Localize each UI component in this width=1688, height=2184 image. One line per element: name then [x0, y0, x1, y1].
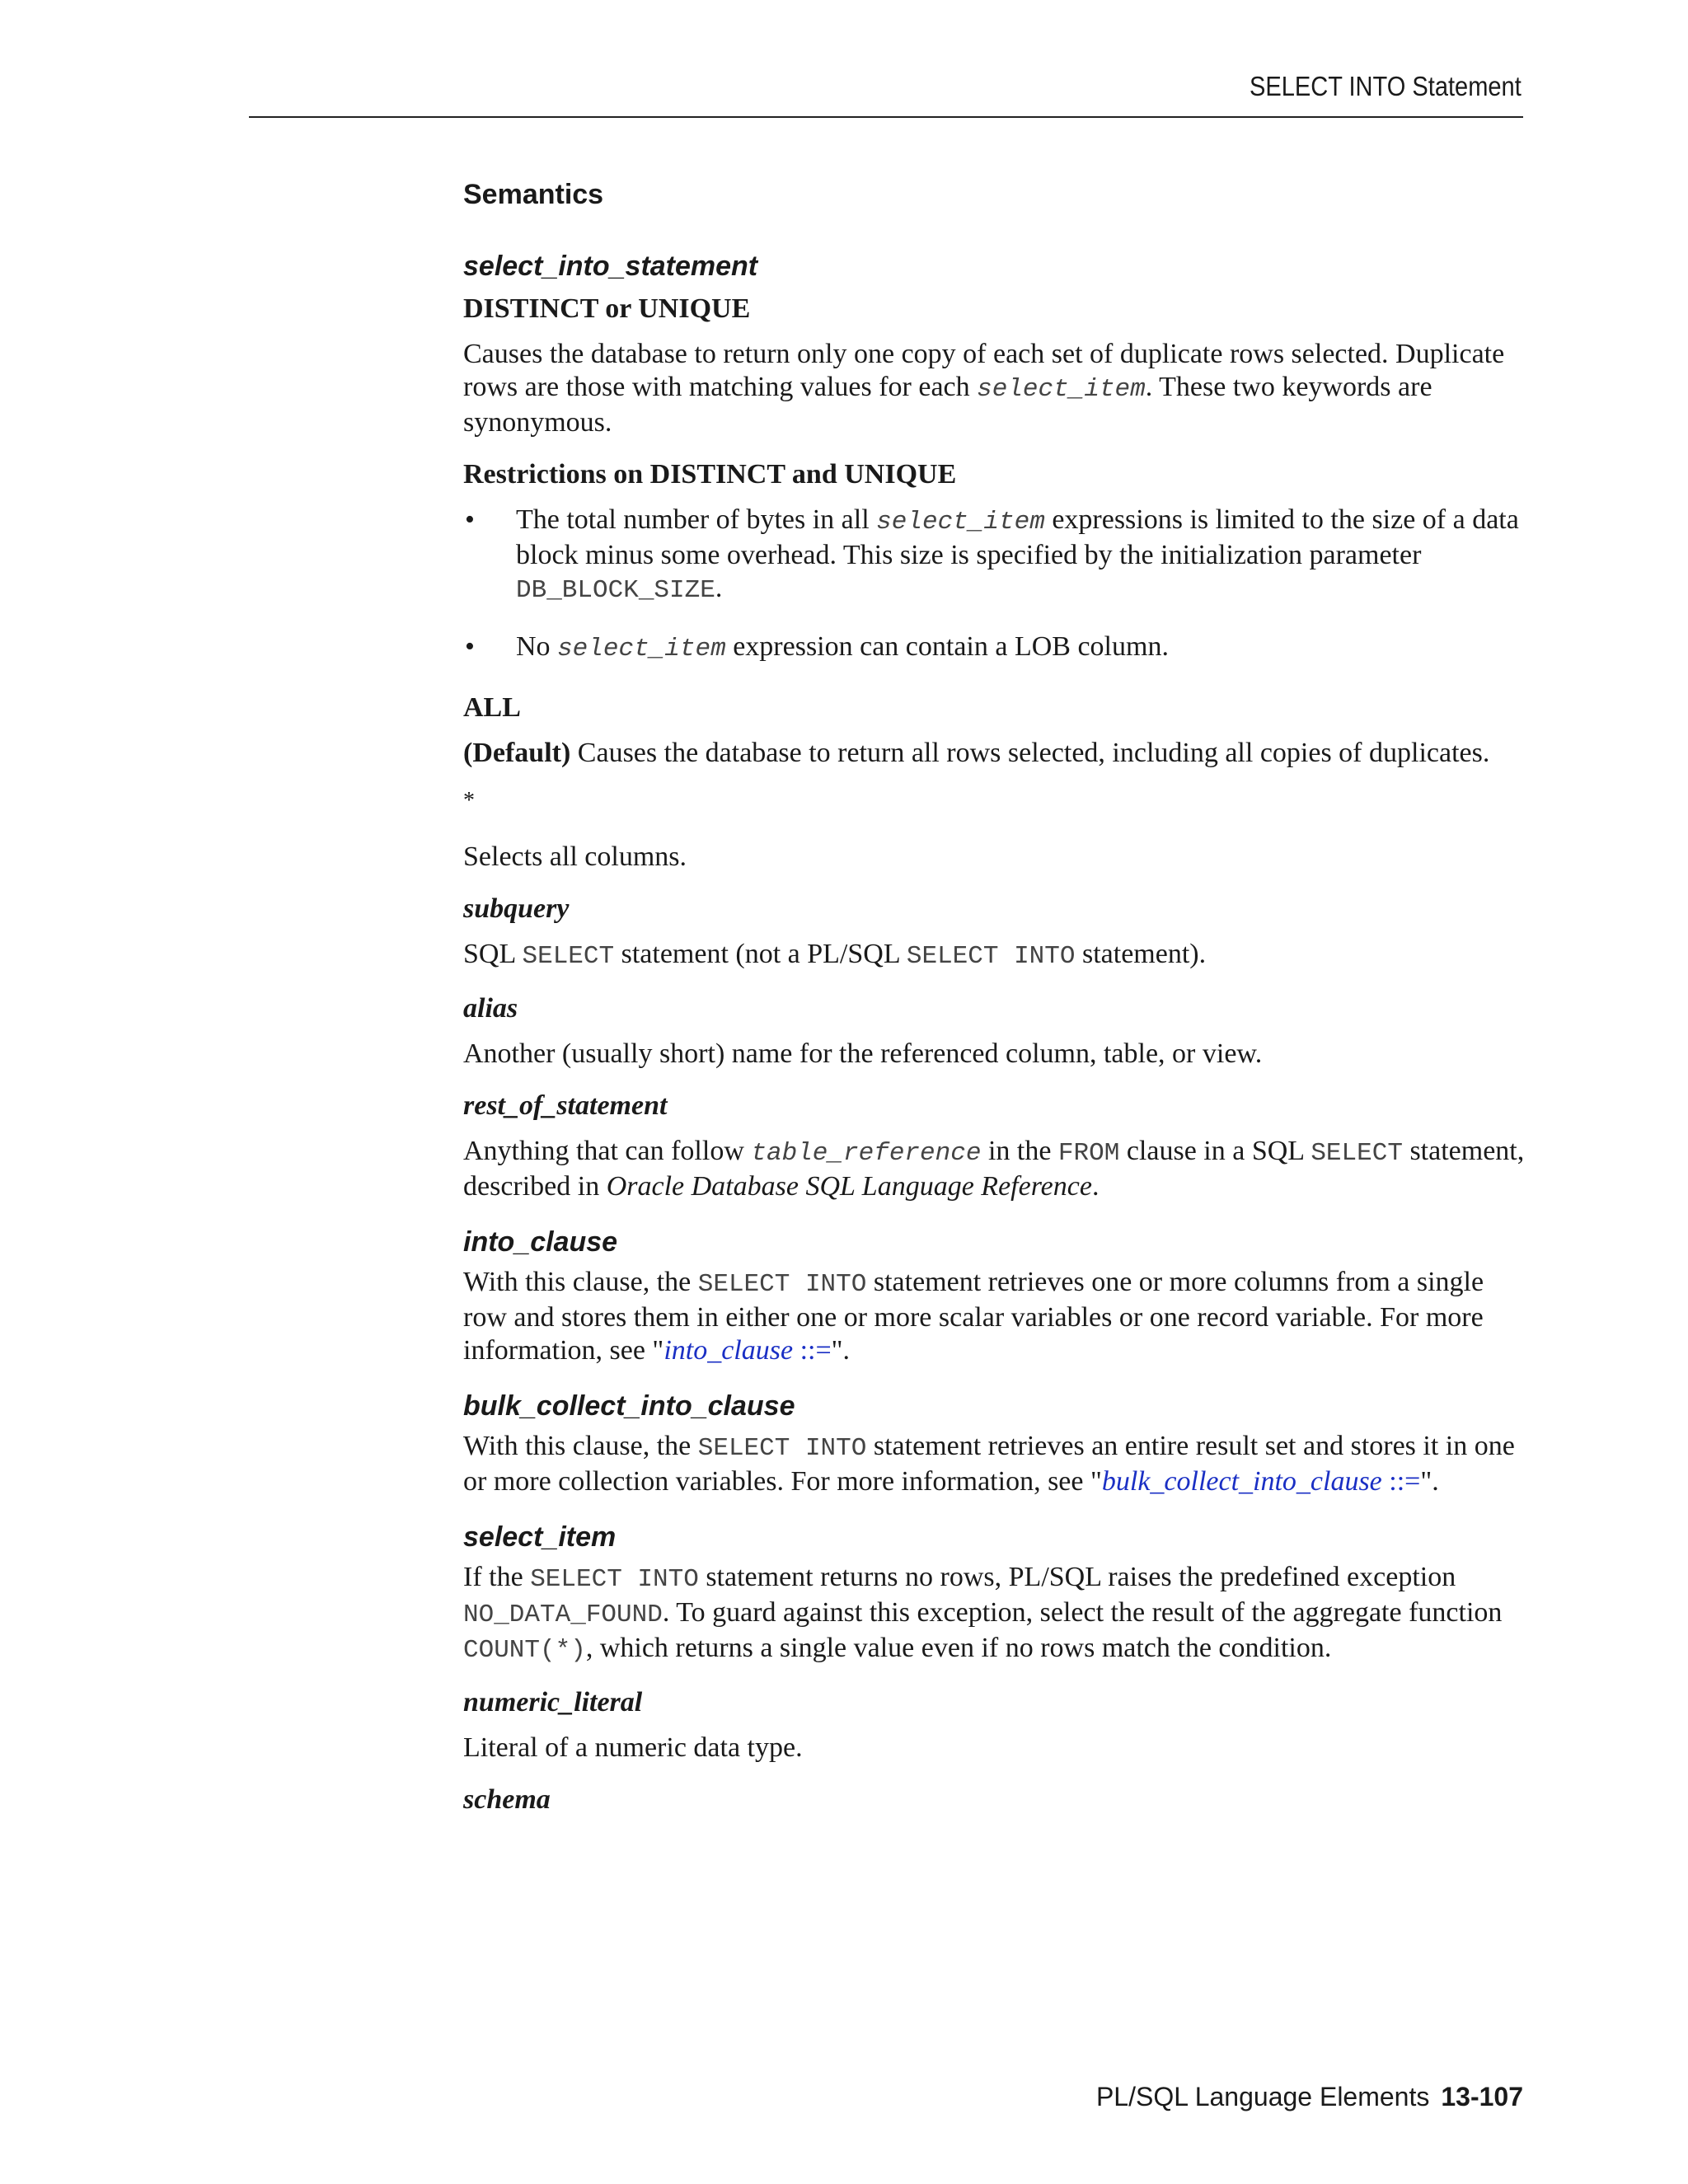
subheading-bulk-collect-into-clause: bulk_collect_into_clause [463, 1390, 795, 1422]
section-heading-semantics: Semantics [463, 179, 604, 210]
paragraph-subquery: SQL SELECT statement (not a PL/SQL SELECT INTO statement). [463, 939, 1207, 971]
code-select-item: select_item [557, 635, 726, 663]
paragraph-numeric-literal: Literal of a numeric data type. [463, 1732, 803, 1763]
bullet-icon: • [465, 504, 475, 535]
code-select-into: SELECT INTO [697, 1270, 867, 1299]
code-select: SELECT [522, 942, 615, 971]
paragraph-into-clause: With this clause, the SELECT INTO statement retrieves one or more columns from a single row and stores them in either one or more scalar variables or one record variable. For more information, see "into_clause ::=". [463, 1267, 1484, 1366]
page-number: 13-107 [1441, 2082, 1523, 2111]
paragraph-select-item: If the SELECT INTO statement returns no rows, PL/SQL raises the predefined exception NO_DATA_FOUND. To guard against this exception, select the result of the aggregate function COUNT(*), which returns a single value even if no rows match the condition. [463, 1562, 1503, 1665]
footer-title: PL/SQL Language Elements [1095, 2082, 1430, 2111]
term-distinct-unique: DISTINCT or UNIQUE [463, 293, 751, 324]
code-select: SELECT [1311, 1139, 1403, 1168]
subheading-select-into-statement: select_into_statement [463, 251, 758, 282]
paragraph-distinct: Causes the database to return only one copy of each set of duplicate rows selected. Duplicate rows are those with matching values for each select_item. These two keywords are synonymous. [463, 339, 1505, 438]
restrictions-list [463, 504, 1526, 666]
code-select-into: SELECT INTO [906, 942, 1076, 971]
code-from: FROM [1057, 1139, 1120, 1168]
term-star: * [463, 788, 475, 813]
into-clause-link[interactable]: into_clause ::= [663, 1335, 832, 1366]
code-db-block-size: DB_BLOCK_SIZE [516, 576, 715, 605]
code-select-item: select_item [876, 508, 1045, 537]
page-footer [1096, 2082, 1523, 2112]
paragraph-alias: Another (usually short) name for the referenced column, table, or view. [463, 1038, 1263, 1069]
running-header: SELECT INTO Statement [1250, 71, 1522, 101]
term-schema: schema [463, 1784, 551, 1815]
paragraph-rest-of-statement: Anything that can follow table_reference in the FROM clause in a SQL SELECT statement, described in Oracle Database SQL Language Reference. [463, 1136, 1525, 1202]
paragraph-all: (Default) Causes the database to return all rows selected, including all copies of duplicates. [463, 738, 1490, 768]
code-select-into: SELECT INTO [530, 1565, 699, 1594]
term-all: ALL [463, 692, 521, 723]
header-rule [249, 116, 1523, 118]
code-select-into: SELECT INTO [697, 1434, 867, 1463]
page-content [463, 175, 1526, 1829]
book-citation: Oracle Database SQL Language Reference [606, 1171, 1092, 1202]
term-subquery: subquery [463, 893, 570, 924]
list-item: • No select_item expression can contain a LOB column. [465, 631, 1169, 663]
code-table-reference: table_reference [751, 1139, 982, 1168]
list-item: • The total number of bytes in all select_item expressions is limited to the size of a data block minus some overhead. This size is specified by the initialization parameter DB_BLOCK_SIZE. [465, 504, 1519, 605]
code-count: COUNT(*) [463, 1636, 586, 1665]
subheading-select-item: select_item [463, 1521, 617, 1553]
term-alias: alias [463, 993, 518, 1024]
subheading-into-clause: into_clause [463, 1226, 618, 1258]
term-numeric-literal: numeric_literal [463, 1687, 643, 1718]
term-rest-of-statement: rest_of_statement [463, 1090, 668, 1121]
code-select-item: select_item [977, 375, 1146, 404]
bulk-collect-into-clause-link[interactable]: bulk_collect_into_clause ::= [1101, 1466, 1421, 1497]
code-no-data-found: NO_DATA_FOUND [463, 1601, 663, 1629]
paragraph-star: Selects all columns. [463, 841, 687, 872]
term-restrictions: Restrictions on DISTINCT and UNIQUE [463, 459, 957, 490]
bullet-icon: • [465, 631, 475, 662]
paragraph-bulk-collect: With this clause, the SELECT INTO statement retrieves an entire result set and stores it in one or more collection variables. For more information, see "bulk_collect_into_clause ::=". [463, 1431, 1515, 1497]
